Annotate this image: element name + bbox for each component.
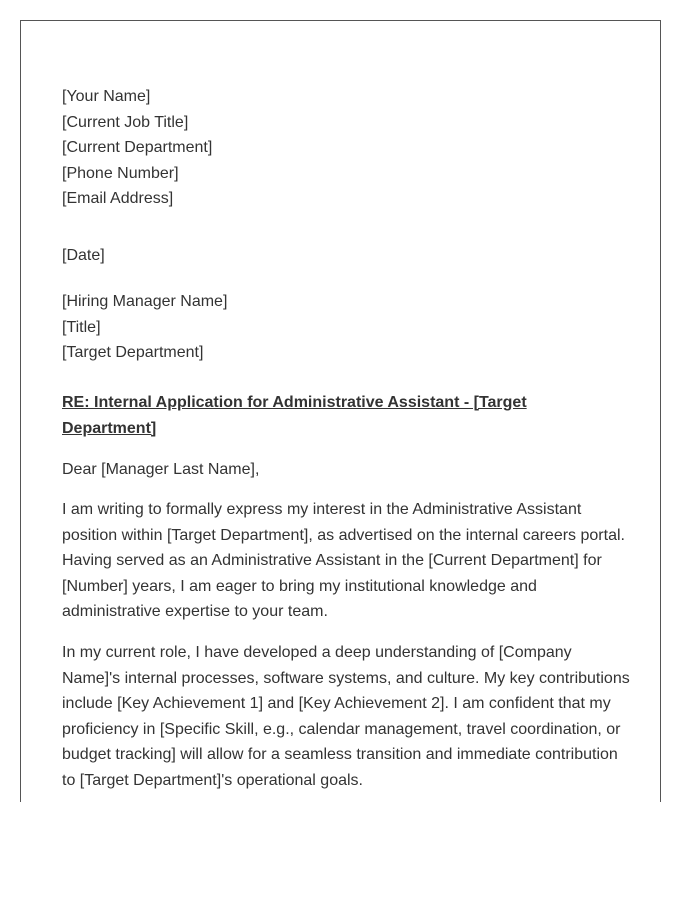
recipient-title: [Title] xyxy=(62,318,101,336)
letter-body xyxy=(62,84,632,794)
recipient-block xyxy=(62,289,632,366)
recipient-department: [Target Department] xyxy=(62,344,204,361)
sender-name: [Your Name] xyxy=(62,88,151,105)
sender-email: [Email Address] xyxy=(62,190,174,207)
sender-block xyxy=(62,84,632,212)
salutation: Dear [Manager Last Name], xyxy=(62,460,260,478)
sender-phone: [Phone Number] xyxy=(62,164,179,182)
subject-line: RE: Internal Application for Administrative Assistant - [Target Department] xyxy=(62,393,527,437)
body-paragraph-2: In my current role, I have developed a deep understanding of [Company Name]'s internal processes, software systems, and culture. My key contributions include [Key Achievement 1] and [Key Achievement 2]. I am confident that my proficiency in [Specific Skill, e.g., calendar management, travel coordination, or budget tracking] will allow for a seamless transition and immediate contribution to [Target Department]'s operational goals. xyxy=(62,644,630,790)
letter-page xyxy=(20,20,661,802)
body-paragraph-1: I am writing to formally express my interest in the Administrative Assistant position within [Target Department], as advertised on the internal careers portal. Having served as an Administrative Assistant in the [Current Department] for [Number] years, I am eager to bring my institutional knowledge and administrative expertise to your team. xyxy=(62,501,625,621)
sender-job-title: [Current Job Title] xyxy=(62,113,189,131)
recipient-name: [Hiring Manager Name] xyxy=(62,293,228,310)
letter-date: [Date] xyxy=(62,246,105,264)
sender-department: [Current Department] xyxy=(62,139,213,156)
